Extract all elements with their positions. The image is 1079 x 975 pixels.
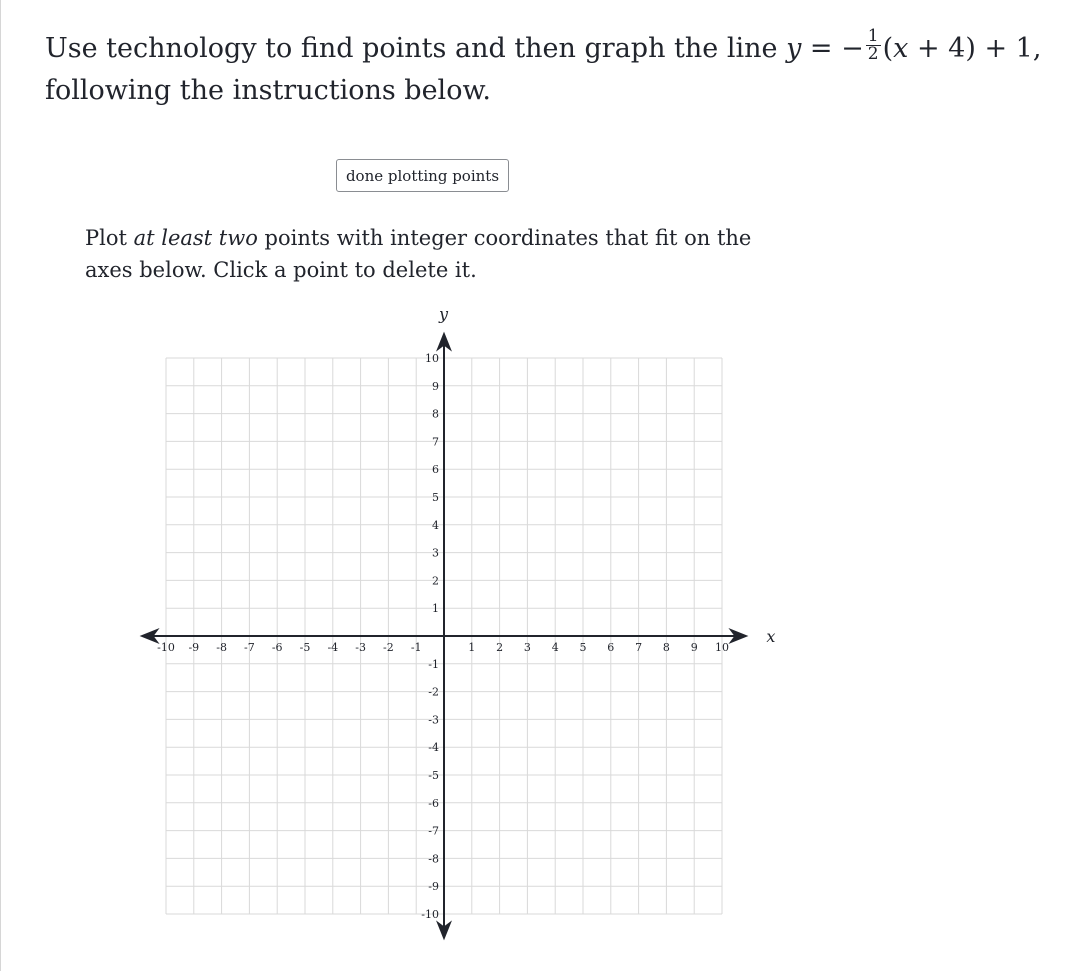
y-axis-label: y: [439, 304, 449, 324]
x-axis-label: x: [766, 627, 776, 646]
y-tick-label: -1: [428, 657, 439, 671]
x-tick-label: 4: [551, 641, 559, 654]
instructions-part2: points with integer coordinates that fit on the axes below. Click a point to delete it.: [85, 226, 752, 282]
y-tick-label: 2: [432, 574, 439, 588]
y-tick-label: -3: [428, 713, 439, 727]
x-tick-label: -1: [410, 641, 422, 654]
y-tick-label: 3: [432, 546, 439, 560]
x-tick-label: 3: [523, 641, 531, 654]
x-tick-label: 2: [496, 641, 504, 654]
x-tick-label: -4: [327, 641, 339, 654]
y-tick-label: -8: [428, 852, 439, 866]
x-tick-label: 1: [468, 641, 476, 654]
y-tick-label: 10: [425, 352, 439, 365]
y-tick-label: -5: [428, 769, 439, 782]
fraction-denominator: 2: [867, 44, 879, 64]
x-tick-label: 10: [715, 641, 729, 654]
y-tick-label: -10: [421, 908, 439, 921]
question-suffix: following the instructions below.: [45, 75, 491, 106]
equation-rest: + 4) + 1,: [908, 33, 1042, 64]
x-tick-label: -7: [244, 641, 255, 654]
instructions-part1: Plot: [85, 226, 134, 250]
x-tick-label: -10: [157, 641, 175, 654]
equation-x: x: [893, 33, 909, 64]
y-tick-label: -7: [428, 824, 439, 838]
x-tick-label: 8: [662, 641, 670, 654]
y-tick-label: 4: [432, 518, 439, 532]
x-tick-label: -9: [188, 641, 200, 654]
done-plotting-button[interactable]: done plotting points: [336, 159, 509, 192]
x-tick-label: -3: [355, 641, 366, 654]
x-tick-label: -5: [299, 641, 311, 654]
y-tick-label: 5: [432, 491, 439, 504]
x-tick-label: -6: [271, 641, 283, 654]
y-tick-label: 1: [432, 602, 439, 616]
y-tick-label: -2: [428, 685, 439, 699]
x-tick-label: 5: [579, 641, 587, 654]
x-tick-label: -8: [216, 641, 227, 654]
equation-equals: = −: [801, 33, 864, 64]
y-tick-label: 8: [432, 407, 439, 421]
y-tick-label: 7: [432, 435, 439, 449]
y-tick-label: 6: [432, 463, 439, 477]
fraction-numerator: 1: [867, 26, 879, 46]
x-tick-label: 6: [607, 641, 615, 654]
equation-paren-open: (: [882, 33, 894, 64]
y-tick-label: -9: [428, 880, 439, 894]
y-tick-label: -6: [428, 796, 439, 810]
instructions-emphasis: at least two: [133, 226, 258, 250]
x-tick-label: 7: [635, 641, 643, 654]
x-tick-label: 9: [690, 641, 698, 654]
equation-y: y: [786, 33, 802, 64]
y-tick-label: 9: [432, 379, 439, 393]
question-prefix: Use technology to find points and then graph the line: [45, 33, 787, 64]
y-tick-label: -4: [428, 741, 439, 755]
x-tick-label: -2: [383, 641, 394, 654]
